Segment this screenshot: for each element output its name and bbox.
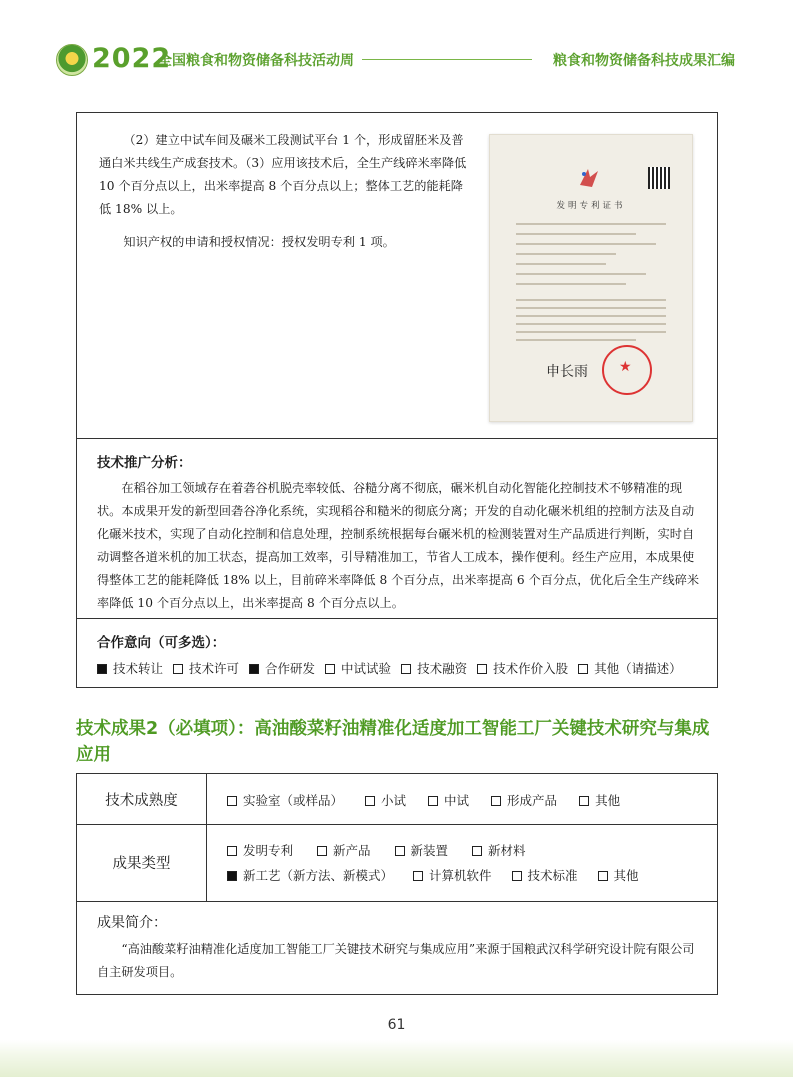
checkbox-empty-icon[interactable] [227,846,237,856]
intro-body: “高油酸菜籽油精准化适度加工智能工厂关键技术研究与集成应用”来源于国粮武汉科学研究设计院有限公司自主研发项目。 [97,942,695,979]
checkbox-empty-icon[interactable] [472,846,482,856]
checkbox-label: 技术标准 [527,868,578,883]
maturity-options [227,791,642,809]
checkbox-label: 新工艺（新方法、新模式） [243,868,394,883]
promotion-analysis-box [76,438,718,619]
checkbox-label: 新产品 [333,843,371,858]
checkbox-label: 其他（请描述） [594,661,682,676]
checkbox-checked-icon[interactable] [249,664,259,674]
section2-table [76,773,718,995]
cooperation-box [76,618,718,688]
type-options-row1 [227,841,550,859]
maturity-row [77,774,717,825]
checkbox-label: 其他 [613,868,639,883]
checkbox-label: 发明专利 [243,843,294,858]
checkbox-empty-icon[interactable] [325,664,335,674]
official-seal-icon [602,345,652,395]
checkbox-empty-icon[interactable] [578,664,588,674]
checkbox-option[interactable] [512,868,578,883]
checkbox-empty-icon[interactable] [579,796,589,806]
header-divider [362,59,532,60]
checkbox-option[interactable] [598,868,639,883]
maturity-label: 技术成熟度 [77,774,207,824]
patent-certificate-image [489,134,693,422]
checkbox-option[interactable] [578,661,682,676]
intro-cell [97,912,703,984]
results-paragraph: （2）建立中试车间及碾米工段测试平台 1 个，形成留胚米及普通白米共线生产成套技术。（3）应用该技术后，全生产线碎米率降低 10 个百分点以上，出米率提高 8 个百分点以上；整体工艺的能耗降低 18% 以上。 [99,133,467,216]
checkbox-empty-icon[interactable] [173,664,183,674]
checkbox-option[interactable] [365,793,406,808]
header-right-title: 粮食和物资储备科技成果汇编 [553,53,735,69]
checkbox-checked-icon[interactable] [97,664,107,674]
type-row [77,824,717,902]
certificate-signature: 申长雨 [546,364,588,380]
checkbox-empty-icon[interactable] [491,796,501,806]
checkbox-option[interactable] [227,793,343,808]
checkbox-label: 形成产品 [507,793,558,808]
checkbox-empty-icon[interactable] [227,796,237,806]
checkbox-label: 合作研发 [265,661,316,676]
checkbox-label: 中试试验 [341,661,392,676]
checkbox-option[interactable] [97,661,163,676]
promotion-body: 在稻谷加工领域存在着砻谷机脱壳率较低、谷糙分离不彻底，碾米机自动化智能化控制技术不够精准的现状。本成果开发的新型回砻谷净化系统，实现稻谷和糙米的彻底分离；开发的自动化碾米机组的控制方法及自动化碾米技术，实现了自动化控制和信息处理，控制系统根据每台碾米机的检测装置对生产品质进行判断，实时自动调整各道米机的加工状态，提高加工效率，引导精准加工，节省人工成本，操作便利。经生产应用，本成果使得整体工艺的能耗降低 18% 以上，目前碎米率降低 8 个百分点，出米率提高 6 个百分点，优化后全生产线碎米率降低 10 个百分点以上，出米率提高 8 个百分点以上。 [97,481,700,610]
page-number: 61 [387,1017,406,1033]
checkbox-label: 新材料 [488,843,526,858]
checkbox-checked-icon[interactable] [227,871,237,881]
checkbox-option[interactable] [173,661,239,676]
event-logo-icon [56,44,88,76]
checkbox-option[interactable] [477,661,568,676]
checkbox-option[interactable] [395,843,449,858]
cooperation-options [97,659,692,677]
certificate-title: 发明专利证书 [556,201,626,211]
checkbox-option[interactable] [249,661,315,676]
checkbox-label: 新装置 [410,843,449,858]
checkbox-empty-icon[interactable] [477,664,487,674]
page-header [0,0,793,82]
ip-paragraph: 知识产权的申请和授权情况：授权发明专利 1 项。 [123,235,395,249]
checkbox-label: 技术作价入股 [493,661,569,676]
checkbox-label: 实验室（或样品） [243,793,344,808]
checkbox-empty-icon[interactable] [317,846,327,856]
intro-heading: 成果简介： [97,915,167,931]
checkbox-label: 计算机软件 [429,868,492,883]
checkbox-option[interactable] [472,843,526,858]
header-year: 2022 [92,43,172,74]
promotion-heading: 技术推广分析： [97,455,192,471]
checkbox-empty-icon[interactable] [512,871,522,881]
checkbox-label: 小试 [381,793,407,808]
checkbox-empty-icon[interactable] [401,664,411,674]
checkbox-label: 中试 [444,793,470,808]
checkbox-empty-icon[interactable] [428,796,438,806]
checkbox-option[interactable] [491,793,557,808]
checkbox-option[interactable] [325,661,391,676]
checkbox-option[interactable] [413,868,492,883]
checkbox-option[interactable] [317,843,371,858]
section2-title: 技术成果2（必填项）：高油酸菜籽油精准化适度加工智能工厂关键技术研究与集成应用 [76,719,710,765]
header-left-title: 全国粮食和物资储备科技活动周 [158,53,354,69]
checkbox-empty-icon[interactable] [413,871,423,881]
checkbox-option[interactable] [428,793,469,808]
qr-code-icon [648,167,670,189]
checkbox-option[interactable] [401,661,467,676]
checkbox-label: 技术许可 [189,661,240,676]
footer-decoration [0,1040,793,1077]
checkbox-label: 技术融资 [417,661,468,676]
type-options-row2 [227,866,659,884]
checkbox-empty-icon[interactable] [598,871,608,881]
checkbox-label: 技术转让 [113,661,164,676]
cooperation-heading: 合作意向（可多选）： [97,635,226,651]
type-label: 成果类型 [77,824,207,901]
checkbox-empty-icon[interactable] [365,796,375,806]
checkbox-label: 其他 [595,793,621,808]
checkbox-empty-icon[interactable] [395,846,405,856]
patent-office-logo-icon [576,165,602,191]
results-text [99,129,475,254]
checkbox-option[interactable] [227,868,393,883]
checkbox-option[interactable] [227,843,293,858]
checkbox-option[interactable] [579,793,620,808]
